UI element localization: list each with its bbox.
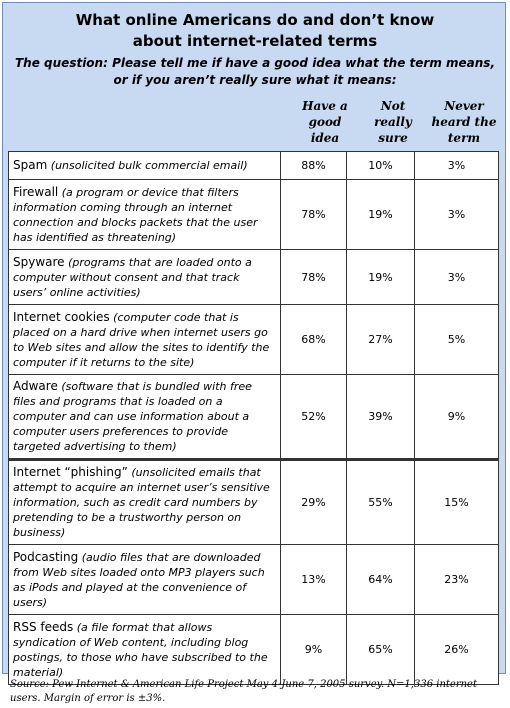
- table-row: [9, 305, 499, 375]
- table-row: [9, 250, 499, 305]
- term-name: Spyware: [13, 254, 65, 269]
- term-description: (audio files that are downloaded from Web sites loaded onto MP3 players such as iPods and played at the convenience of users): [13, 550, 265, 609]
- column-header-line: Not: [380, 99, 406, 113]
- not-sure-value: 55%: [347, 460, 415, 545]
- not-sure-value: 10%: [347, 152, 415, 180]
- column-header-line: heard the: [431, 115, 497, 129]
- term-name: Firewall: [13, 184, 59, 199]
- column-header-never-heard: [427, 98, 501, 146]
- table-row: [9, 615, 499, 685]
- good-idea-value: 78%: [281, 180, 347, 250]
- not-sure-value: 19%: [347, 180, 415, 250]
- term-description: (a program or device that filters information coming through an internet connection and blocks packets that the user has identified as threatening): [13, 185, 258, 244]
- term-description: (computer code that is placed on a hard drive when internet users go to Web sites and allow the sites to identify the computer if it returns to the site): [13, 310, 270, 369]
- term-description: (software that is bundled with free files and programs that is loaded on a computer and can use information about a computer users preferences to provide targeted advertising to them): [13, 380, 252, 453]
- term-name: Internet “phishing”: [13, 465, 128, 479]
- title-line-2: about internet-related terms: [132, 32, 378, 50]
- column-header-line: sure: [378, 131, 408, 145]
- question-line-1: The question: Please tell me if have a good idea what the term means,: [15, 56, 495, 70]
- column-header-line: Have a: [302, 99, 348, 113]
- table-row: [9, 152, 499, 180]
- term-description: (programs that are loaded onto a computer without consent and that track users’ online activities): [13, 255, 252, 299]
- never-heard-value: 3%: [415, 250, 499, 305]
- not-sure-value: 19%: [347, 250, 415, 305]
- table-row: [9, 460, 499, 545]
- source-line-2: users. Margin of error is ±3%.: [10, 693, 166, 704]
- term-cell: [9, 250, 281, 305]
- good-idea-value: 52%: [281, 375, 347, 460]
- term-cell: [9, 152, 281, 180]
- term-cell: [9, 615, 281, 685]
- good-idea-value: 88%: [281, 152, 347, 180]
- good-idea-value: 13%: [281, 545, 347, 615]
- never-heard-value: 15%: [415, 460, 499, 545]
- table-row: [9, 180, 499, 250]
- never-heard-value: 23%: [415, 545, 499, 615]
- question-line-2: or if you aren’t really sure what it means:: [113, 73, 397, 87]
- table-row: [9, 545, 499, 615]
- term-cell: [9, 305, 281, 375]
- term-name: Spam: [13, 158, 48, 172]
- not-sure-value: 65%: [347, 615, 415, 685]
- term-cell: [9, 375, 281, 460]
- good-idea-value: 9%: [281, 615, 347, 685]
- source-line-1: Source: Pew Internet & American Life Project May 4-June 7, 2005 survey. N=1,336 internet: [10, 679, 477, 690]
- never-heard-value: 3%: [415, 152, 499, 180]
- column-header-good-idea: [293, 98, 357, 146]
- never-heard-value: 5%: [415, 305, 499, 375]
- title-line-1: What online Americans do and don’t know: [75, 11, 435, 29]
- good-idea-value: 78%: [281, 250, 347, 305]
- table-row: [9, 375, 499, 460]
- page-title: [3, 10, 507, 52]
- never-heard-value: 26%: [415, 615, 499, 685]
- term-name: Podcasting: [13, 549, 79, 564]
- term-description: (unsolicited emails that attempt to acquire an internet user’s sensitive information, such as credit card numbers by pretending to be a trustworthy person on business): [13, 466, 270, 539]
- good-idea-value: 68%: [281, 305, 347, 375]
- term-description: (a file format that allows syndication of Web content, including blog postings, to those who have subscribed to the material): [13, 620, 268, 679]
- not-sure-value: 27%: [347, 305, 415, 375]
- term-name: Adware: [13, 379, 58, 393]
- column-header-line: Never: [444, 99, 484, 113]
- term-cell: [9, 545, 281, 615]
- good-idea-value: 29%: [281, 460, 347, 545]
- not-sure-value: 64%: [347, 545, 415, 615]
- question-text: [3, 55, 507, 89]
- column-header-line: good: [308, 115, 342, 129]
- terms-table: [8, 151, 499, 685]
- term-description: (unsolicited bulk commercial email): [50, 159, 248, 172]
- never-heard-value: 3%: [415, 180, 499, 250]
- column-header-line: term: [447, 131, 481, 145]
- not-sure-value: 39%: [347, 375, 415, 460]
- column-header-line: idea: [310, 131, 340, 145]
- column-header-line: really: [374, 115, 412, 129]
- term-name: RSS feeds: [13, 619, 74, 634]
- column-header-not-sure: [359, 98, 427, 146]
- term-cell: [9, 460, 281, 545]
- never-heard-value: 9%: [415, 375, 499, 460]
- term-name: Internet cookies: [13, 309, 110, 324]
- source-note: [10, 678, 505, 706]
- term-cell: [9, 180, 281, 250]
